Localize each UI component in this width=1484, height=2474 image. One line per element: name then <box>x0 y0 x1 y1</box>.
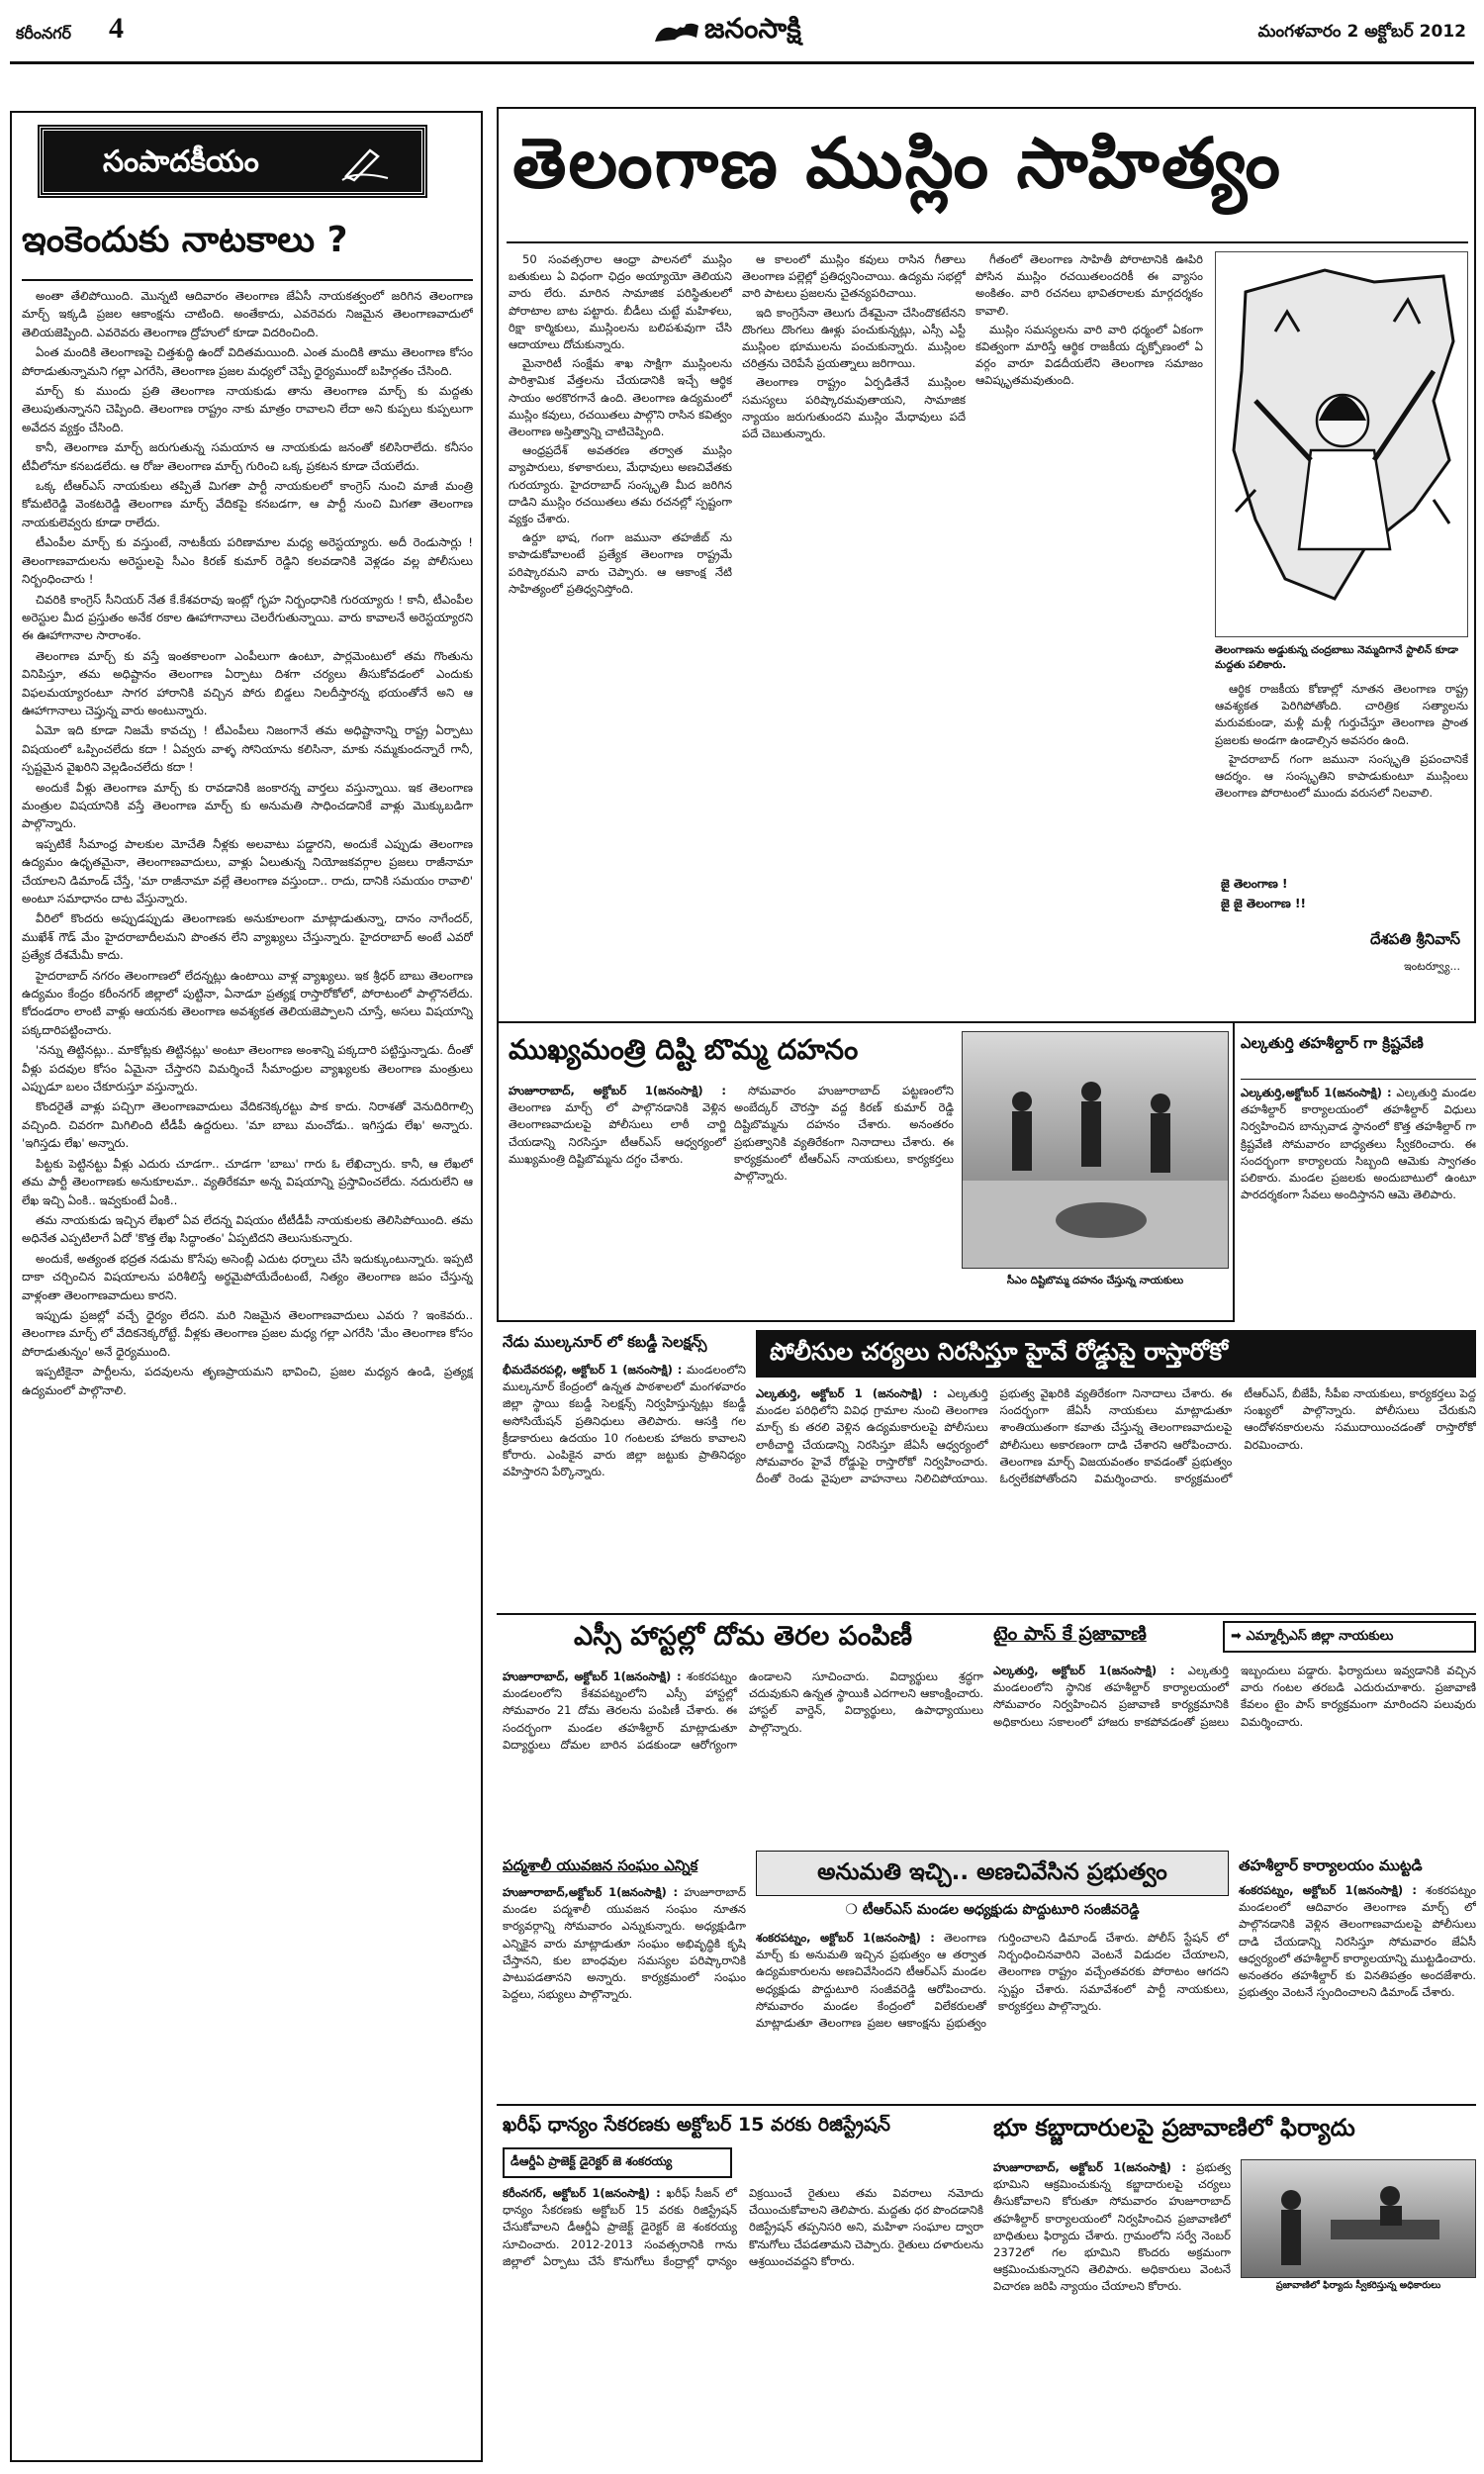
editorial-paragraph: ఏమో ఇది కూడా నిజమే కావచ్చు ! టీఎంపీలు నిజంగానే తమ అధిష్టానాన్ని రాష్ట్ర ఏర్పాటు విషయంలో ఒప్పించలేదు కదా ! ఏవ్వరు వాళ్ళ సోనియాను కలిసినా, మాకు నమ్మకుందన్నారే గానీ, స్పష్టమైన వైఖరిని వెల్లడించలేదు కదా ! <box>22 723 473 775</box>
lead-article <box>497 107 1476 1023</box>
arrow-right-icon: ➡ <box>1231 1629 1242 1644</box>
land-text: ప్రభుత్వ భూమిని ఆక్రమించుకున్న కబ్జాదారులపై చర్యలు తీసుకోవాలని కోరుతూ సోమవారం హుజూరాబాద్ తహశీల్దార్ కార్యాలయంలో నిర్వహించిన ప్రజావాణిలో బాధితులు ఫిర్యాదు చేశారు. గ్రామంలోని సర్వే నెంబర్ 2372లో గల భూమిని కొందరు అక్రమంగా ఆక్రమించుకున్నారని తెలిపారు. అధికారులు వెంటనే విచారణ జరిపి న్యాయం చేయాలని కోరారు. <box>993 2160 1231 2294</box>
kharif-text: ఖరీఫ్ సీజన్ లో ధాన్యం సేకరణకు అక్టోబర్ 15 వరకు రిజిస్ట్రేషన్ చేసుకోవాలని డీఆర్డీఏ ప్రాజెక్ట్ డైరెక్టర్ జె శంకరయ్య సూచించారు. 2012-2013 సంవత్సరానికి గాను జిల్లాలో ఏర్పాటు చేసే కొనుగోలు కేంద్రాల్లో ధాన్యం విక్రయించే రైతులు తమ వివరాలు నమోదు చేయించుకోవాలని తెలిపారు. మద్దతు ధర పొందడానికి రిజిస్ట్రేషన్ తప్పనిసరి అని, మహిళా సంఘాల ద్వారా కొనుగోలు చేపడతామని చెప్పారు. రైతులు దళారులను ఆశ్రయించవద్దని కోరారు. <box>503 2186 983 2268</box>
permission-text: తెలంగాణ మార్చ్ కు అనుమతి ఇచ్చిన ప్రభుత్వం ఆ తర్వాత ఉద్యమకారులను అణచివేసిందని టీఆర్ఎస్ మండల అధ్యక్షుడు పొద్దుటూరి సంజీవరెడ్డి ఆరోపించారు. సోమవారం మండల కేంద్రంలో విలేకరులతో మాట్లాడుతూ తెలంగాణ ప్రజల ఆకాంక్షను ప్రభుత్వం గుర్తించాలని డిమాండ్ చేశారు. పోలీస్ స్టేషన్ లో నిర్బంధించినవారిని వెంటనే విడుదల చేయాలని, తెలంగాణ రాష్ట్రం వచ్చేంతవరకు పోరాటం ఆగదని స్పష్టం చేశారు. సమావేశంలో పార్టీ నాయకులు, కార్యకర్తలు పాల్గొన్నారు. <box>756 1931 1229 2031</box>
pen-icon <box>340 143 390 182</box>
kabaddi-text: మండలంలోని ముల్కనూర్ కేంద్రంలో ఉన్నత పాఠశాలలో మంగళవారం జిల్లా స్థాయి కబడ్డీ సెలక్షన్స్ నిర్వహిస్తున్నట్లు కబడ్డీ అసోసియేషన్ ప్రతినిధులు తెలిపారు. ఆసక్తి గల క్రీడాకారులు ఉదయం 10 గంటలకు హాజరు కావాలని కోరారు. ఎంపికైన వారు జిల్లా జట్టుకు ప్రాతినిధ్యం వహిస్తారని పేర్కొన్నారు. <box>503 1363 746 1479</box>
lead-paragraph: ముస్లిం సమస్యలను వారి వారి ధర్మంలో ఏకంగా కవిత్వంగా మారిస్తే ఆర్థిక రాజకీయ దృక్పోణంలో ఏ వర్గం వారూ విడదీయలేని తెలంగాణ సమాజం ఆవిష్కృతమవుతుంది. <box>975 322 1203 388</box>
padmashali-article <box>503 1853 746 2100</box>
page-number: 4 <box>109 12 124 45</box>
kharif-article <box>503 2110 983 2462</box>
editorial-paragraph: తెలంగాణ మార్చ్ కు వస్తే ఇంతకాలంగా ఎంపీలుగా ఉంటూ, పార్లమెంటులో తమ గొంతును వినిపిస్తూ, తమ అధిష్టానం తెలంగాణ ఏర్పాటు దిశగా చర్యలు తీసుకోవడంలో ఎందుకు విఫలమయ్యారంటూ సాగర హారానికి వచ్చిన పోరు బిడ్డలు నిలదీస్తారన్న భయంతోనే అని ఆ ఊహాగానాలు చెప్తున్న వారు అంటున్నారు. <box>22 648 473 717</box>
header-rule <box>10 61 1474 64</box>
effigy-paragraph: సోమవారం హుజూరాబాద్ పట్టణంలోని అంబేద్కర్ చౌరస్తా వద్ద కిరణ్ కుమార్ రెడ్డి దిష్టిబొమ్మను దహనం చేశారు. అనంతరం ప్రభుత్వానికి వ్యతిరేకంగా నినాదాలు చేశారు. ఈ కార్యక్రమంలో టీఆర్ఎస్ నాయకులు, కార్యకర్తలు పాల్గొన్నారు. <box>734 1084 954 1184</box>
effigy-headline: ముఖ్యమంత్రి దిష్టి బొమ్మ దహనం <box>509 1033 859 1066</box>
lead-paragraph: ఉర్దూ భాష, గంగా జమునా తహజీబ్ ను కాపాడుకోవాలంటే ప్రత్యేక తెలంగాణ రాష్ట్రమే పరిష్కారమని వారు చెప్పారు. ఆ ఆకాంక్ష నేటి సాహిత్యంలో ప్రతిధ్వనిస్తోంది. <box>509 530 732 596</box>
editorial-paragraph: ఏంత మందికి తెలంగాణపై చిత్తశుద్ధి ఉందో విదితమయింది. ఎంత మందికి తాము తెలంగాణ కోసం పోరాడుతున్నామని గల్లా ఎగరేసి, తెలంగాణ ప్రజల మధ్యలో చెప్పే ధైర్యముందో బహిర్గతం చేసింది. <box>22 345 473 378</box>
hostel-body <box>503 1668 983 1845</box>
lead-author: దేశపతి శ్రీనివాస్ <box>1369 930 1460 948</box>
editorial-banner-label: సంపాదకీయం <box>103 144 259 179</box>
lead-headline: తెలంగాణ ముస్లిం సాహిత్యం <box>512 123 1282 204</box>
hostel-dateline: హుజూరాబాద్, అక్టోబర్ 1(జనంసాక్షి) : <box>503 1669 682 1683</box>
masthead: జనంసాక్షి <box>704 12 801 45</box>
editorial-rule <box>22 279 473 281</box>
editorial-paragraph: ఇప్పుడు ప్రజల్లో వచ్చే ధైర్యం లేదని. మరి నిజమైన తెలంగాణవాదులు ఎవరు ? ఇంకెవరు.. తెలంగాణ మార్చ్ లో వేదికనెక్కరోట్టే. వీళ్లకు తెలంగాణ ప్రజల మధ్య గల్లా ఎగరేసి 'మేం తెలంగాణ కోసం పోరాడుతున్నం' అనే ధైర్యముంది. <box>22 1307 473 1359</box>
lead-closing-1: జై తెలంగాణ ! <box>1221 877 1288 891</box>
rastaroko-headline: పోలీసుల చర్యలు నిరసిస్తూ హైవే రోడ్డుపై రాస్తారోకో <box>756 1330 1476 1378</box>
padmashali-body <box>503 1884 746 2096</box>
prajavani-dateline: ఎల్కతుర్తి, అక్టోబర్ 1(జనంసాక్షి) : <box>993 1664 1175 1677</box>
padmashali-text: హుజూరాబాద్ మండల పద్మశాలీ యువజన సంఘం నూతన కార్యవర్గాన్ని సోమవారం ఎన్నుకున్నారు. అధ్యక్షుడిగా ఎన్నికైన వారు మాట్లాడుతూ సంఘం అభివృద్ధికి కృషి చేస్తానని, కుల బాంధవుల సమస్యల పరిష్కారానికి పాటుపడతానని అన్నారు. కార్యక్రమంలో సంఘం పెద్దలు, సభ్యులు పాల్గొన్నారు. <box>503 1885 746 2002</box>
prajavani-text: ఎల్కతుర్తి మండలంలోని స్థానిక తహశీల్దార్ కార్యాలయంలో సోమవారం నిర్వహించిన ప్రజావాణి కార్యక్రమానికి అధికారులు సకాలంలో హాజరు కాకపోవడంతో ప్రజలు ఇబ్బందులు పడ్డారు. ఫిర్యాదులు ఇవ్వడానికి వచ్చిన వారు గంటల తరబడి ఎదురుచూశారు. ప్రజావాణి కేవలం టైం పాస్ కార్యక్రమంగా మారిందని పలువురు విమర్శించారు. <box>993 1664 1476 1729</box>
permission-article <box>756 1851 1229 2100</box>
tahsil-body <box>1239 1882 1476 2096</box>
editorial-column <box>10 111 483 2462</box>
section-rule <box>497 1613 1476 1615</box>
masthead-logo-icon <box>653 16 700 46</box>
effigy-dateline: హుజూరాబాద్, అక్టోబర్ 1(జనంసాక్షి) : <box>509 1084 726 1097</box>
lead-col-3 <box>975 251 1203 1013</box>
lead-col-4 <box>1215 681 1468 869</box>
permission-dateline: శంకరపట్నం, అక్టోబర్ 1(జనంసాక్షి) : <box>756 1931 935 1945</box>
tahsil-headline: తహశీల్దార్ కార్యాలయం ముట్టడి <box>1239 1856 1423 1874</box>
mro-headline: ఎల్కతుర్తి తహశీల్దార్ గా క్రిష్టవేణి <box>1241 1034 1424 1052</box>
hostel-article <box>503 1619 983 1849</box>
editorial-paragraph: కొందరైతే వాళ్లు పచ్చిగా తెలంగాణవాదులు వేదికనెక్కరట్టు పాక కాదు. నిరాశతో వెనుదిరిగాల్సి వచ్చింది. చివరగా మిగిలింది టీడీపీ ఉద్దరులు. 'మా బాబు మంచోడు.. ఇగిస్తడు లేఖ' అన్నారు. 'ఇగిస్తడు లేఖ' అన్నారు. <box>22 1099 473 1151</box>
prajavani-headline: టైం పాస్ కే ప్రజావాణి <box>993 1623 1147 1645</box>
kharif-dateline: కరీంనగర్, అక్టోబర్ 1(జనంసాక్షి) : <box>503 2186 661 2200</box>
lead-paragraph: గీతంలో తెలంగాణ సాహితీ పోరాటానికి ఊపిరి పోసిన ముస్లిం రచయితలందరికీ ఈ వ్యాసం అంకితం. వారి రచనలు భావితరాలకు మార్గదర్శకం కావాలి. <box>975 252 1203 318</box>
lead-paragraph: ఆ కాలంలో ముస్లిం కవులు రాసిన గీతాలు తెలంగాణ పల్లెల్లో ప్రతిధ్వనించాయి. ఉద్యమ సభల్లో వారి పాటలు ప్రజలను చైతన్యపరిచాయి. <box>742 252 966 301</box>
editorial-paragraph: హైదరాబాద్ నగరం తెలంగాణలో లేదన్నట్లు ఉంటాయి వాళ్ల వ్యాఖ్యలు. ఇక శ్రీధర్ బాబు తెలంగాణ ఉద్యమం కేంద్రం కరీంనగర్ జిల్లాలో పుట్టినా, ఏనాడూ ప్రత్యక్ష రాస్తారోకోలో, పోరాటంలో పాల్గొనలేదు. కోదండరాం లాంటి వాళ్లు ఆయనకు తెలంగాణ అవశ్యకత తెలియజెప్పాలని చూస్తే, అసలు విషయాన్ని పక్కదారిపట్టించారు. <box>22 968 473 1037</box>
effigy-col-3 <box>962 1296 1229 1316</box>
editorial-paragraph: 'నన్ను తిట్టినట్లు.. మాకోట్లకు తిట్టినట్లు' అంటూ తెలంగాణ అంశాన్ని పక్కదారి పట్టిస్తున్నాడు. దీంతో వీళ్లు పదవుల కోసం ఏమైనా చేస్తారని విమర్శించే సీమాంధ్రుల వ్యాఖ్యలకు తెలంగాణ మంత్రులు ఎప్పుడూ బలం చేకూరుస్తూ వస్తున్నారు. <box>22 1043 473 1094</box>
editorial-paragraph: టీఎంపీల మార్చ్ కు వస్తుంటే, నాటకీయ పరిణామాల మధ్య అరెస్టయ్యారు. అదీ రెండుసార్లు ! తెలంగాణవాదులను అరెస్టులపై సీఎం కిరణ్ కుమార్ రెడ్డిని కలవడానికి వెళ్లడం వల్ల పోలీసులు నిర్బంధించారు ! <box>22 535 473 587</box>
bullet-icon: ❍ <box>845 1902 858 1918</box>
mro-body <box>1241 1085 1476 1322</box>
permission-body <box>756 1930 1229 2096</box>
editorial-paragraph: అందుకే, అత్యంత భద్రత నడుమ కొసేపు అసెంబ్లీ ఎదుట ధర్నాలు చేసి ఇదుక్కుంటున్నారు. ఇప్పటి దాకా చర్చించిన విషయాలను పరిశీలిస్తే అర్థమైపోయేదేంటంటే, నిత్యం తెలంగాణ జపం చేస్తున్న వాళ్లంతా తెలంగాణవాదులు కారని. <box>22 1251 473 1302</box>
effigy-paragraph: తెలంగాణ మార్చ్ లో పాల్గొనడానికి వెళ్లిన తెలంగాణవాదులపై పోలీసులు లాఠీ చార్జి చేయడాన్ని నిరసిస్తూ టీఆర్ఎస్ ఆధ్వర్యంలో ముఖ్యమంత్రి దిష్టిబొమ్మను దగ్ధం చేశారు. <box>509 1100 726 1166</box>
issue-date: మంగళవారం 2 అక్టోబర్ 2012 <box>1257 22 1466 42</box>
lead-paragraph: 50 సంవత్సరాల ఆంధ్రా పాలనలో ముస్లిం బతుకులు ఏ విధంగా ఛిద్రం అయ్యాయో తెలియని వారు లేరు. మారిన సామాజిక పరిస్థితులలో పోరాటాల బాట పట్టారు. బీడీలు చుట్టే మహిళలు, రిక్షా కార్మికులు, ముస్లింలను బలిపశువుగా చేసి ఆదాయాలు దోచుకున్నారు. <box>509 252 732 352</box>
editorial-paragraph: ఒక్క టీఆర్ఎస్ నాయకులు తప్పితే మిగతా పార్టీ నాయకులలో కాంగ్రెస్ నుంచి మాజీ మంత్రి కోమటిరెడ్డి వెంకటరెడ్డి తెలంగాణ మార్చ్ వేదికపై కనబడగా, ఆ పార్టీ నుంచి మిగతా తెలంగాణ నాయకులెవ్వరు కూడా రాలేదు. <box>22 479 473 529</box>
effigy-article <box>497 1023 1235 1322</box>
editorial-paragraph: పిట్టకు పెట్టినట్టు వీళ్లు ఎదురు చూడగా.. చూడగా 'బాబు' గారు ఓ లేఖిచ్చారు. కానీ, ఆ లేఖలో తమ పార్టీ తెలంగాణకు అనుకూలమా.. వ్యతిరేకమా అన్న విషయాన్ని ప్రస్తావించలేదు. నదురులేని ఆ లేఖ ఇచ్చి ఏంకి.. ఇవ్వకుంటే ఏంకి.. <box>22 1156 473 1207</box>
tahsil-article <box>1239 1853 1476 2100</box>
kabaddi-headline: నేడు ముల్కనూర్ లో కబడ్డీ సెలక్షన్స్ <box>503 1333 707 1351</box>
editorial-paragraph: చివరికి కాంగ్రెస్ సీనియర్ నేత కే.కేశవరావు ఇంట్లో గృహ నిర్బంధానికి గురయ్యారు ! కానీ, టీఎంపీల అరెస్టుల మీద ప్రస్తుతం అనేక రకాల ఊహాగానాలు చెలరేగుతున్నాయి. వారు కావాలనే అరెస్టయ్యారని ఈ ఊహాగానాల సారాంశం. <box>22 592 473 643</box>
kharif-subhead: డీఆర్డీఏ ప్రాజెక్ట్ డైరెక్టర్ జె శంకరయ్య <box>503 2147 732 2178</box>
page-section-label: కరీంనగర్ <box>16 24 72 43</box>
editorial-paragraph: ఇప్పటికే సీమాంధ్ర పాలకుల మోచేతి నీళ్లకు అలవాటు పడ్డారని, అందుకే ఎప్పుడు తెలంగాణ ఉద్యమం ఉధృతమైనా, తెలంగాణవాదులు, వాళ్లు ఏలుతున్న నియోజకవర్గాల ప్రజలు రాజీనామా చేయాలని డిమాండ్ చేస్తే, 'మా రాజీనామా వల్లే తెలంగాణ వస్తుందా.. రాదు, దానికి సమయం రావాలి' అంటూ సమాధానం దాట వేస్తున్నారు. <box>22 836 473 905</box>
section-rule-2 <box>497 2104 1476 2106</box>
prajavani-article <box>993 1619 1476 1849</box>
rastaroko-article <box>756 1330 1476 1609</box>
padmashali-dateline: హుజూరాబాద్,అక్టోబర్ 1(జనంసాక్షి) : <box>503 1885 679 1899</box>
kharif-headline: ఖరీఫ్ ధాన్యం సేకరణకు అక్టోబర్ 15 వరకు రిజిస్ట్రేషన్ <box>503 2114 890 2136</box>
mro-dateline: ఎల్కతుర్తి,అక్టోబర్ 1(జనంసాక్షి) : <box>1241 1086 1392 1099</box>
editorial-banner <box>40 127 425 196</box>
lead-paragraph: హైదరాబాద్ గంగా జమునా సంస్కృతి ప్రపంచానికే ఆదర్శం. ఆ సంస్కృతిని కాపాడుకుంటూ ముస్లింలు తెలంగాణ పోరాటంలో ముందు వరుసలో నిలవాలి. <box>1215 751 1468 801</box>
prajavani-tag <box>1223 1621 1476 1653</box>
lead-col-1 <box>509 251 732 1013</box>
kabaddi-article <box>503 1332 746 1609</box>
permission-headline: అనుమతి ఇచ్చి.. అణచివేసిన ప్రభుత్వం <box>756 1851 1229 1896</box>
permission-subhead-text: టీఆర్ఎస్ మండల అధ్యక్షుడు పొద్దుటూరి సంజీవరెడ్డి <box>862 1902 1140 1918</box>
mro-rule <box>1241 1079 1476 1080</box>
illustration-caption: తెలంగాణను అడ్డుకున్న చంద్రబాబు నెమ్మదిగానే స్టాలిన్ కూడా మద్దతు పలికారు. <box>1215 644 1458 671</box>
editorial-headline: ఇంకెందుకు నాటకాలు ? <box>22 220 348 260</box>
land-body-1 <box>993 2159 1231 2458</box>
tahsil-dateline: శంకరపట్నం, అక్టోబర్ 1(జనంసాక్షి) : <box>1239 1883 1417 1897</box>
editorial-paragraph: వీరిలో కొందరు అప్పుడప్పుడు తెలంగాణకు అనుకూలంగా మాట్లాడుతున్నా, దానం నాగేందర్, ముఖేశ్ గౌడ్ మేం హైదరాబాదీలమని పొంతన లేని వ్యాఖ్యలు చేస్తున్నారు. హైదరాబాద్ అంటే ఎవరో ప్రత్యేక దేశమేమీ కాదు. <box>22 911 473 963</box>
editorial-paragraph: మార్చ్ కు ముందు ప్రతి తెలంగాణ నాయకుడు తాను తెలంగాణ మార్చ్ కు మద్దతు తెలుపుతున్నానని చెప్పింది. తెలంగాణ రాష్ట్రం నాకు మాత్రం రావాలని లేదా అని కుప్పలు కుప్పలుగా అవేదన వ్యక్తం చేసింది. <box>22 384 473 434</box>
permission-subhead <box>756 1902 1229 1921</box>
lead-author-role: ఇంటర్వ్యూ... <box>1404 960 1460 973</box>
effigy-photo-caption: సీఎం దిష్టిబొమ్మ దహనం చేస్తున్న నాయకులు <box>1006 1275 1184 1286</box>
prajavani-tag-label: ఎమ్మార్పీఎస్ జిల్లా నాయకులు <box>1246 1629 1394 1644</box>
rastaroko-body <box>756 1385 1476 1605</box>
lead-paragraph: ఆంధ్రప్రదేశ్ అవతరణ తర్వాత ముస్లిం వ్యాపారులు, కళాకారులు, మేధావులు అణచివేతకు గురయ్యారు. హైదరాబాద్ సంస్కృతి మీద జరిగిన దాడిని ముస్లిం రచయితలు తమ రచనల్లో స్పష్టంగా వ్యక్తం చేశారు. <box>509 443 732 526</box>
lead-closing-2: జై జై తెలంగాణ !! <box>1221 897 1306 910</box>
lead-illustration <box>1215 251 1468 637</box>
rastaroko-dateline: ఎల్కతుర్తి, అక్టోబర్ 1 (జనంసాక్షి) : <box>756 1386 938 1400</box>
hostel-headline: ఎస్సీ హాస్టల్లో దోమ తెరల పంపిణీ <box>573 1621 913 1652</box>
tahsil-text: శంకరపట్నం మండలంలో ఆదివారం తెలంగాణ మార్చ్ లో పాల్గొనడానికి వెళ్లిన తెలంగాణవాదులపై పోలీసులు దాడి చేయడాన్ని నిరసిస్తూ సోమవారం జేఏసీ ఆధ్వర్యంలో తహశీల్దార్ కార్యాలయాన్ని ముట్టడించారు. అనంతరం తహశీల్దార్ కు వినతిపత్రం అందజేశారు. ప్రభుత్వం వెంటనే స్పందించాలని డిమాండ్ చేశారు. <box>1239 1883 1476 2000</box>
editorial-paragraph: కానీ, తెలంగాణ మార్చ్ జరుగుతున్న సమయాన ఆ నాయకుడు జనంతో కలిసిరాలేదు. కనీసం టీవీలోనూ కనబడలేదు. ఆ రోజు తెలంగాణ మార్చ్ గురించి ఒక్క ప్రకటన కూడా చేయలేదు. <box>22 440 473 473</box>
lead-paragraph: ఇది కాంగ్రెసేనా తెలుగు దేశమైనా చేసిందొకటేనని దొంగలు దొంగలు ఊళ్లు పంచుకున్నట్లు, ఎస్సీ ఎస్టీ ముస్లింల భూములను పంచుకున్నారు. ముస్లింల చరిత్రను చెరిపేసే ప్రయత్నాలు జరిగాయి. <box>742 305 966 371</box>
effigy-col-1 <box>509 1083 726 1314</box>
lead-col-2 <box>742 251 966 1013</box>
rastaroko-text: ఎల్కతుర్తి మండల పరిధిలోని వివిధ గ్రామాల నుంచి తెలంగాణ మార్చ్ కు తరలి వెళ్లిన ఉద్యమకారులపై పోలీసులు లాఠీచార్జి చేయడాన్ని నిరసిస్తూ జేఏసీ ఆధ్వర్యంలో సోమవారం హైవే రోడ్డుపై రాస్తారోకో నిర్వహించారు. దీంతో రెండు వైపులా వాహనాలు నిలిచిపోయాయి. ప్రభుత్వ వైఖరికి వ్యతిరేకంగా నినాదాలు చేశారు. ఈ సందర్భంగా జేఏసీ నాయకులు మాట్లాడుతూ శాంతియుతంగా కవాతు చేస్తున్న తెలంగాణవాదులపై పోలీసులు అకారణంగా దాడి చేశారని ఆరోపించారు. తెలంగాణ మార్చ్ విజయవంతం కావడంతో ప్రభుత్వం ఓర్వలేకపోతోందని విమర్శించారు. కార్యక్రమంలో టీఆర్ఎస్, బీజేపీ, సీపీఐ నాయకులు, కార్యకర్తలు పెద్ద సంఖ్యలో పాల్గొన్నారు. పోలీసులు చేరుకుని ఆందోళనకారులను సముదాయించడంతో రాస్తారోకో విరమించారు. <box>756 1386 1476 1486</box>
editorial-body <box>22 287 473 2454</box>
lead-rule <box>507 241 1468 243</box>
editorial-paragraph: అందుకే వీళ్లు తెలంగాణ మార్చ్ కు రావడానికి జంకారన్న వార్తలు వస్తున్నాయి. ఇక తెలంగాణ మంత్రుల విషయానికి వస్తే తెలంగాణ మార్చ్ కు అనుమతి సాధించడానికే వాళ్లు మొక్కుబడిగా పాల్గొన్నారు. <box>22 780 473 831</box>
prajavani-body <box>993 1663 1476 1845</box>
hostel-text: శంకరపట్నం మండలంలోని కేశవపట్నంలోని ఎస్సీ హాస్టల్లో సోమవారం 21 దోమ తెరలను పంపిణీ చేశారు. ఈ సందర్భంగా మండల తహశీల్దార్ మాట్లాడుతూ విద్యార్థులు దోమల బారిన పడకుండా ఆరోగ్యంగా ఉండాలని సూచించారు. విద్యార్థులు శ్రద్ధగా చదువుకుని ఉన్నత స్థాయికి ఎదగాలని ఆకాంక్షించారు. హాస్టల్ వార్డెన్, విద్యార్థులు, ఉపాధ్యాయులు పాల్గొన్నారు. <box>503 1669 983 1752</box>
lead-paragraph: మైనారిటీ సంక్షేమ శాఖ సాక్షిగా ముస్లింలను పారిశ్రామిక వేత్తలను చేయడానికి ఇచ్చే ఆర్థిక సాయం అరకొరగానే ఉంది. తెలంగాణ ఉద్యమంలో ముస్లిం కవులు, రచయితలు పాల్గొని రాసిన కవిత్వం తెలంగాణ అస్తిత్వాన్ని చాటిచెప్పింది. <box>509 356 732 439</box>
kabaddi-body <box>503 1362 746 1605</box>
telangana-map-illustration-icon <box>1216 252 1467 636</box>
land-article <box>993 2110 1476 2462</box>
land-headline: భూ కబ్జాదారులపై ప్రజావాణిలో ఫిర్యాదు <box>993 2114 1355 2141</box>
page-header <box>10 0 1474 65</box>
effigy-photo <box>962 1031 1229 1269</box>
mro-text: ఎల్కతుర్తి మండల తహశీల్దార్ కార్యాలయంలో తహశీల్దార్ విధులు నిర్వహించిన బాన్సువాడ స్థానంలో కొత్త తహశీల్దార్ గా క్రిష్టవేణి సోమవారం బాధ్యతలు స్వీకరించారు. ఈ సందర్భంగా కార్యాలయ సిబ్బంది ఆమెకు స్వాగతం పలికారు. మండల ప్రజలకు అందుబాటులో ఉంటూ పారదర్శకంగా సేవలు అందిస్తానని ఆమె తెలిపారు. <box>1241 1086 1476 1202</box>
land-photo <box>1241 2159 1476 2278</box>
land-dateline: హుజూరాబాద్, అక్టోబర్ 1(జనంసాక్షి) : <box>993 2160 1186 2174</box>
lead-paragraph: ఆర్థిక రాజకీయ కోణాల్లో నూతన తెలంగాణ రాష్ట్ర ఆవశ్యకత పెరిగిపోతోంది. చారిత్రిక సత్యాలను మరువకుండా, మళ్లీ మళ్లీ గుర్తుచేస్తూ తెలంగాణ ప్రాంత ప్రజలకు అండగా ఉండాల్సిన అవసరం ఉంది. <box>1215 682 1468 747</box>
kabaddi-dateline: భీమదేవరపల్లి, అక్టోబర్ 1 (జనంసాక్షి) : <box>503 1363 683 1377</box>
padmashali-headline: పద్మశాలీ యువజన సంఘం ఎన్నిక <box>503 1856 698 1874</box>
lead-paragraph: తెలంగాణ రాష్ట్రం ఏర్పడితేనే ముస్లింల సమస్యలు పరిష్కారమవుతాయని, సామాజిక న్యాయం జరుగుతుందని ముస్లిం మేధావులు పదే పదే చెబుతున్నారు. <box>742 375 966 441</box>
editorial-paragraph: తమ నాయకుడు ఇచ్చిన లేఖలో ఏవ లేదన్న విషయం టీటీడీపీ నాయకులకు తెలిసిపోయింది. తమ అధినేత ఎప్పటిలాగే ఏదో 'కొత్త లేఖ సిద్ధాంతం' ఏప్పటిదని తెలుసుకున్నారు. <box>22 1212 473 1246</box>
kharif-body <box>503 2185 983 2458</box>
editorial-paragraph: ఇప్పటికైనా పార్టీలను, పదవులను తృణప్రాయమని భావించి, ప్రజల మధ్యన ఉండి, ప్రత్యక్ష ఉద్యమంలో పాల్గొనాలి. <box>22 1365 473 1397</box>
effigy-col-2 <box>734 1083 954 1314</box>
land-photo-caption: ప్రజావాణిలో ఫిర్యాదు స్వీకరిస్తున్న అధికారులు <box>1275 2280 1441 2291</box>
mro-article <box>1241 1029 1476 1326</box>
editorial-paragraph: అంతా తేలిపోయింది. మొన్నటి ఆదివారం తెలంగాణ జేఏసీ నాయకత్వంలో జరిగిన తెలంగాణ మార్చ్ ఇక్కడి ప్రజల ఆకాంక్షను చాటింది. అంతేకాదు, ఎవరెవరు నిజమైన తెలంగాణవాదులో తెలియజెప్పింది. ఎవరెవరు తెలంగాణ ద్రోహులో కూడా విదరించింది. <box>22 289 473 339</box>
